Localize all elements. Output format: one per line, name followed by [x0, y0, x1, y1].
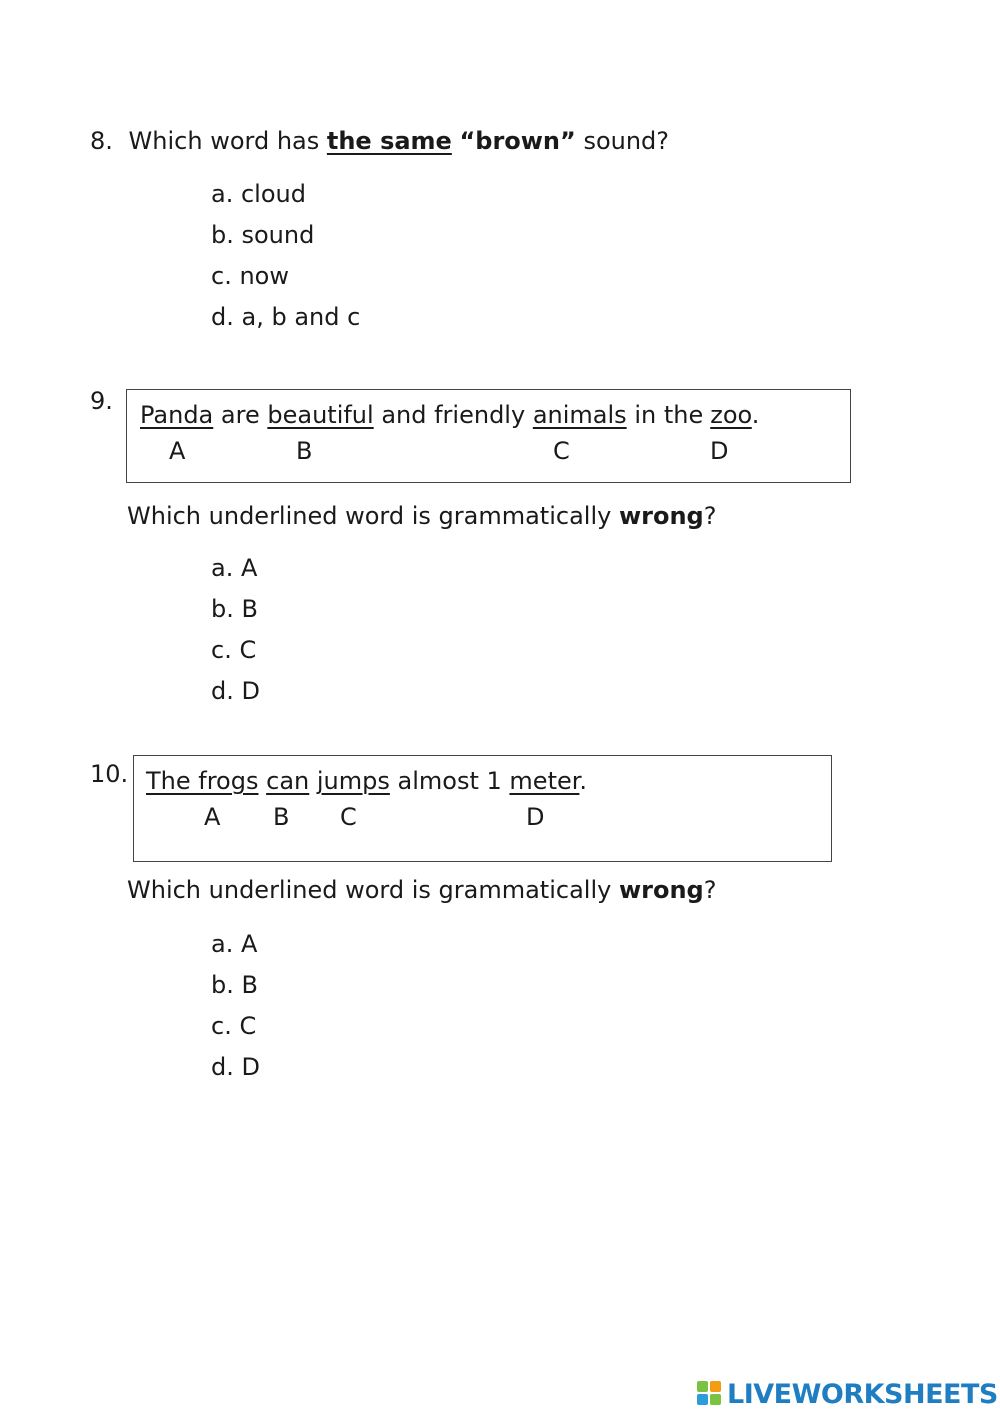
q9-option-a[interactable]: a. A	[211, 554, 258, 582]
q8-option-c[interactable]: c. now	[211, 262, 289, 290]
question-text-end: sound?	[583, 127, 670, 155]
q10-letter-c: C	[340, 803, 357, 831]
q9-question-mark: ?	[703, 502, 717, 530]
q9-question-emph: wrong	[618, 502, 704, 530]
brand-name: LIVEWORKSHEETS	[727, 1378, 998, 1410]
liveworksheets-logo	[697, 1376, 998, 1412]
q10-word-d: meter	[509, 767, 580, 795]
q10-option-a[interactable]: a. A	[211, 930, 258, 958]
q9-letter-c: C	[553, 437, 570, 465]
q9-word-b: beautiful	[267, 401, 374, 429]
question-text: Which word has	[128, 127, 320, 155]
q10-word-b: can	[266, 767, 310, 795]
q10-letter-a: A	[204, 803, 221, 831]
q10-word-c: jumps	[316, 767, 390, 795]
q10-question-text: Which underlined word is grammatically	[127, 876, 612, 904]
q9-letter-b: B	[296, 437, 313, 465]
q9-option-d[interactable]: d. D	[211, 677, 260, 705]
q10-question-mark: ?	[703, 876, 717, 904]
q9-letter-a: A	[169, 437, 186, 465]
q9-word-a: Panda	[140, 401, 214, 429]
q10-text: almost 1	[397, 767, 502, 795]
q9-word-c: animals	[532, 401, 627, 429]
q10-option-d[interactable]: d. D	[211, 1053, 260, 1081]
q8-option-b[interactable]: b. sound	[211, 221, 315, 249]
q10-word-a: The frogs	[146, 767, 259, 795]
q9-text: and friendly	[381, 401, 526, 429]
q8-option-d[interactable]: d. a, b and c	[211, 303, 361, 331]
question-9-number: 9.	[90, 387, 113, 415]
q8-option-a[interactable]: a. cloud	[211, 180, 306, 208]
emphasis-brown: “brown”	[459, 127, 576, 155]
q9-period: .	[751, 401, 760, 429]
q10-option-c[interactable]: c. C	[211, 1012, 257, 1040]
liveworksheets-logo-icon	[697, 1381, 723, 1407]
emphasis-same: the same	[326, 127, 452, 155]
q10-letter-d: D	[526, 803, 545, 831]
question-8-prompt	[90, 126, 669, 156]
q10-sentence	[146, 766, 587, 796]
q9-letter-d: D	[710, 437, 729, 465]
q9-option-b[interactable]: b. B	[211, 595, 258, 623]
question-10-number: 10.	[90, 760, 129, 788]
q9-option-c[interactable]: c. C	[211, 636, 257, 664]
q9-word-d: zoo	[710, 401, 752, 429]
q10-sentence-box	[133, 755, 832, 862]
q10-letter-b: B	[273, 803, 290, 831]
q10-period: .	[579, 767, 588, 795]
q9-sentence	[140, 400, 759, 430]
q10-question	[127, 875, 716, 905]
q9-question	[127, 501, 716, 531]
q9-question-text: Which underlined word is grammatically	[127, 502, 612, 530]
q9-text: are	[220, 401, 260, 429]
q10-question-emph: wrong	[618, 876, 704, 904]
question-number: 8.	[90, 127, 113, 155]
q9-sentence-box	[126, 389, 851, 483]
q9-text: in the	[634, 401, 704, 429]
q10-option-b[interactable]: b. B	[211, 971, 258, 999]
